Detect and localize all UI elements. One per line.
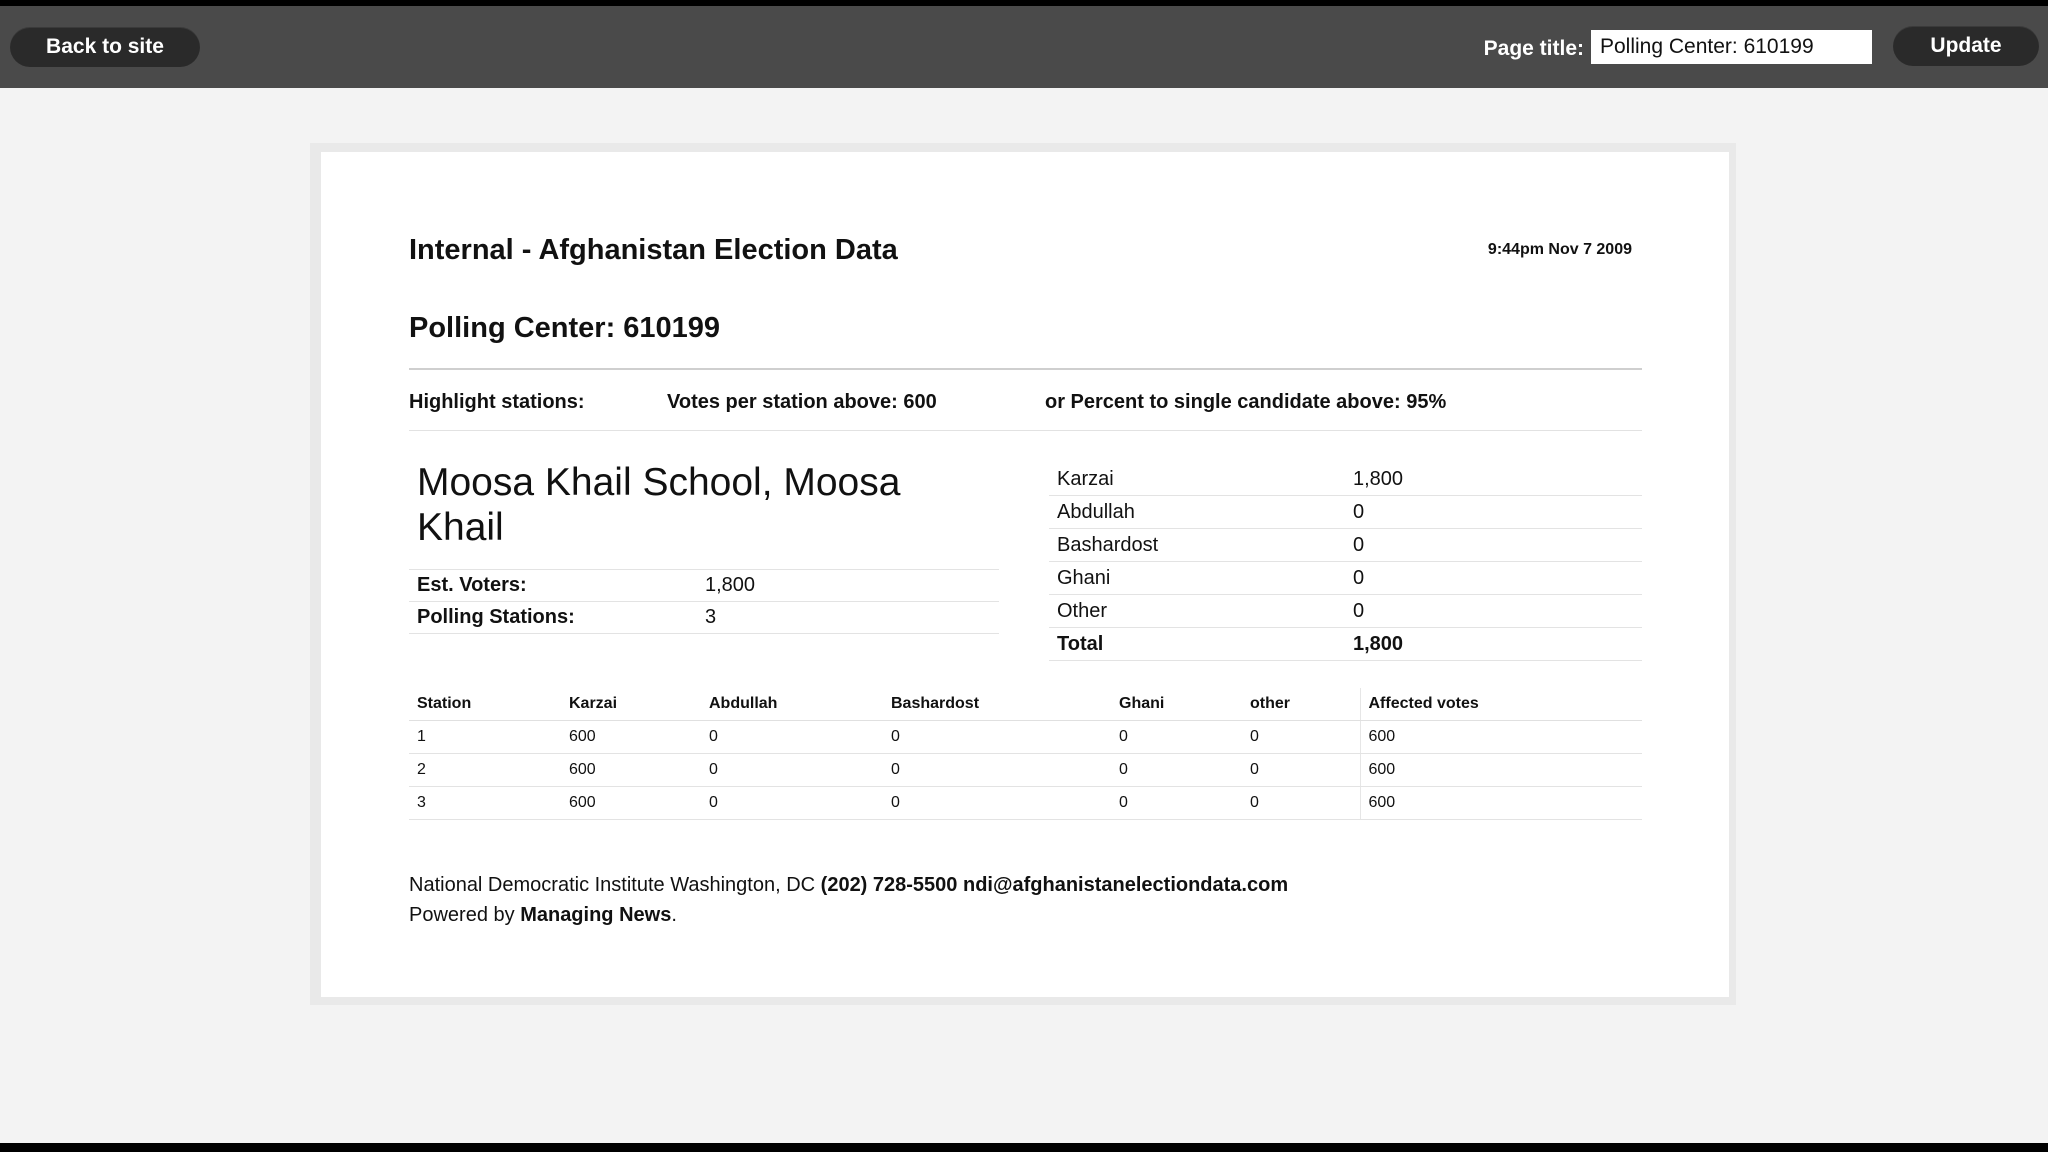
table-cell: 1 bbox=[409, 721, 561, 754]
polling-center-title: Polling Center: 610199 bbox=[409, 312, 721, 344]
table-cell: 0 bbox=[701, 787, 883, 820]
table-cell: 0 bbox=[701, 754, 883, 787]
candidate-name: Karzai bbox=[1049, 463, 1345, 496]
column-header: Station bbox=[409, 688, 561, 721]
divider bbox=[409, 368, 1642, 370]
footer-org: National Democratic Institute Washington, DC bbox=[409, 874, 816, 896]
summary-row bbox=[409, 602, 999, 634]
candidate-name: Ghani bbox=[1049, 562, 1345, 595]
candidate-votes: 1,800 bbox=[1345, 463, 1642, 496]
summary-label: Polling Stations: bbox=[409, 602, 697, 634]
screen-edge-bottom bbox=[0, 1143, 2048, 1152]
candidate-votes: 0 bbox=[1345, 562, 1642, 595]
candidate-totals-table bbox=[1049, 463, 1642, 661]
column-header: Affected votes bbox=[1360, 688, 1642, 721]
table-cell: 600 bbox=[1360, 787, 1642, 820]
candidate-row bbox=[1049, 595, 1642, 628]
footer-powered-by bbox=[409, 904, 677, 927]
back-to-site-button[interactable]: Back to site bbox=[10, 27, 200, 67]
summary-value: 3 bbox=[697, 602, 999, 634]
powered-by-suffix: . bbox=[671, 904, 677, 926]
column-header: Ghani bbox=[1111, 688, 1242, 721]
table-cell: 0 bbox=[1111, 721, 1242, 754]
stations-header-row bbox=[409, 688, 1642, 721]
table-cell: 0 bbox=[883, 721, 1111, 754]
column-header: other bbox=[1242, 688, 1360, 721]
candidate-votes: 0 bbox=[1345, 496, 1642, 529]
document-title: Internal - Afghanistan Election Data bbox=[409, 234, 898, 266]
table-cell: 2 bbox=[409, 754, 561, 787]
candidate-votes: 0 bbox=[1345, 529, 1642, 562]
candidate-name: Other bbox=[1049, 595, 1345, 628]
update-button[interactable]: Update bbox=[1893, 26, 2039, 66]
column-header: Abdullah bbox=[701, 688, 883, 721]
document-card bbox=[321, 152, 1729, 997]
votes-threshold: Votes per station above: 600 bbox=[667, 391, 937, 413]
table-row bbox=[409, 721, 1642, 754]
table-cell: 0 bbox=[883, 787, 1111, 820]
candidate-row bbox=[1049, 463, 1642, 496]
summary-label: Est. Voters: bbox=[409, 570, 697, 602]
candidate-row bbox=[1049, 562, 1642, 595]
stations-table bbox=[409, 688, 1642, 820]
table-cell: 0 bbox=[1111, 787, 1242, 820]
column-header: Karzai bbox=[561, 688, 701, 721]
managing-news-link[interactable]: Managing News bbox=[520, 904, 672, 926]
candidate-row bbox=[1049, 496, 1642, 529]
total-votes: 1,800 bbox=[1345, 628, 1642, 661]
percent-threshold: or Percent to single candidate above: 95% bbox=[1045, 391, 1447, 413]
document-timestamp: 9:44pm Nov 7 2009 bbox=[1487, 241, 1632, 258]
top-toolbar bbox=[0, 6, 2048, 88]
table-row bbox=[409, 787, 1642, 820]
candidate-name: Abdullah bbox=[1049, 496, 1345, 529]
table-cell: 3 bbox=[409, 787, 561, 820]
table-cell: 0 bbox=[883, 754, 1111, 787]
table-cell: 0 bbox=[1242, 787, 1360, 820]
table-cell: 600 bbox=[561, 787, 701, 820]
candidate-name: Bashardost bbox=[1049, 529, 1345, 562]
table-cell: 0 bbox=[1111, 754, 1242, 787]
total-label: Total bbox=[1049, 628, 1345, 661]
summary-value: 1,800 bbox=[697, 570, 999, 602]
divider bbox=[409, 430, 1642, 431]
candidate-votes: 0 bbox=[1345, 595, 1642, 628]
table-cell: 600 bbox=[1360, 754, 1642, 787]
highlight-label: Highlight stations: bbox=[409, 391, 585, 413]
school-name: Moosa Khail School, Moosa Khail bbox=[417, 461, 901, 549]
page-title-label: Page title: bbox=[1483, 37, 1584, 60]
total-row bbox=[1049, 628, 1642, 661]
footer-phone: (202) 728-5500 bbox=[820, 874, 958, 896]
table-cell: 600 bbox=[561, 721, 701, 754]
candidate-row bbox=[1049, 529, 1642, 562]
table-row bbox=[409, 754, 1642, 787]
center-summary-table bbox=[409, 569, 999, 634]
table-cell: 600 bbox=[1360, 721, 1642, 754]
table-cell: 0 bbox=[1242, 721, 1360, 754]
column-header: Bashardost bbox=[883, 688, 1111, 721]
table-cell: 600 bbox=[561, 754, 701, 787]
table-cell: 0 bbox=[1242, 754, 1360, 787]
page-title-input[interactable] bbox=[1591, 30, 1872, 64]
table-cell: 0 bbox=[701, 721, 883, 754]
footer-contact bbox=[409, 874, 1288, 897]
footer-email[interactable]: ndi@afghanistanelectiondata.com bbox=[963, 874, 1289, 896]
powered-by-prefix: Powered by bbox=[409, 904, 515, 926]
summary-row bbox=[409, 570, 999, 602]
